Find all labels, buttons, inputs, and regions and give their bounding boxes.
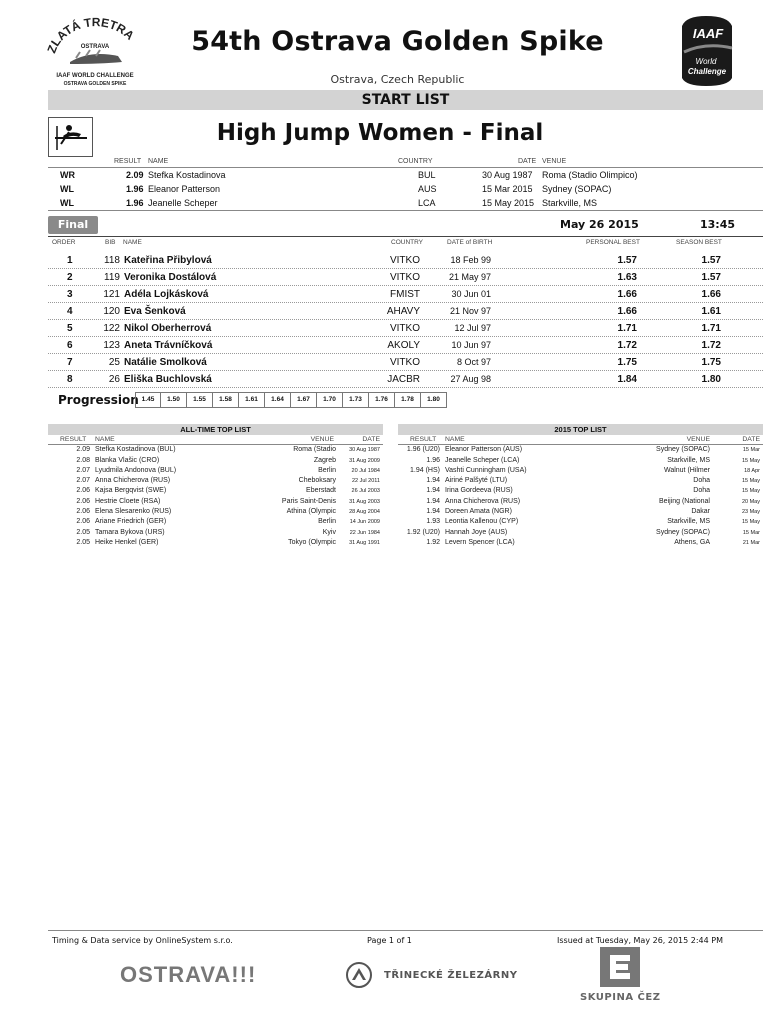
page-title: 54th Ostrava Golden Spike — [191, 26, 604, 57]
svg-text:IAAF: IAAF — [692, 26, 724, 41]
top-list-row — [48, 528, 383, 538]
top-list-date: 14 Jun 2009 — [349, 519, 380, 526]
record-country: BUL — [418, 170, 436, 180]
header-country: COUNTRY — [391, 239, 424, 246]
athlete-dob: 27 Aug 98 — [450, 374, 491, 384]
top-list-venue: Doha — [693, 487, 710, 495]
record-type: WL — [60, 198, 74, 208]
athlete-personal-best: 1.66 — [617, 289, 637, 300]
top-list-date: 15 May — [741, 478, 760, 485]
athlete-name: Natálie Smolková — [124, 357, 207, 368]
athlete-personal-best: 1.66 — [617, 306, 637, 317]
top-list-row — [398, 528, 763, 538]
top-list-result: 2.06 — [76, 518, 90, 526]
top-list-title: 2015 TOP LIST — [398, 424, 763, 435]
athlete-row — [48, 371, 763, 388]
athlete-dob: 21 May 97 — [448, 272, 491, 282]
record-result: 1.96 — [126, 184, 144, 194]
athlete-season-best: 1.61 — [701, 306, 721, 317]
top-list-date: 20 Jul 1984 — [351, 467, 380, 474]
record-row — [48, 196, 763, 210]
record-date: 15 May 2015 — [482, 198, 535, 208]
athlete-dob: 10 Jun 97 — [451, 340, 491, 350]
top-list-athlete: Vashti Cunningham (USA) — [445, 466, 527, 474]
athlete-name: Eliška Buchlovská — [124, 374, 212, 385]
athlete-name: Eva Šenková — [124, 306, 186, 317]
top-list-athlete: Eleanor Patterson (AUS) — [445, 446, 523, 454]
record-athlete: Stefka Kostadinova — [148, 170, 226, 180]
footer-timing-credit: Timing & Data service by OnlineSystem s.r.o. — [52, 936, 233, 945]
progression-height: 1.76 — [369, 392, 395, 408]
header-venue: VENUE — [686, 436, 710, 443]
top-list-date: 15 May — [741, 488, 760, 495]
footer-page-number: Page 1 of 1 — [367, 936, 412, 945]
top-list-athlete: Kajsa Bergqvist (SWE) — [95, 487, 167, 495]
svg-text:OSTRAVA: OSTRAVA — [80, 44, 110, 50]
top-list-athlete: Blanka Vlašic (CRO) — [95, 456, 160, 464]
top-list-row — [48, 476, 383, 486]
header-season-best: SEASON BEST — [676, 239, 722, 246]
top-list-row — [48, 497, 383, 507]
top-list-row — [398, 486, 763, 496]
top-list-venue: Berlin — [318, 518, 336, 526]
top-list-date: 23 May — [741, 509, 760, 516]
athlete-name: Adéla Lojkásková — [124, 289, 209, 300]
athlete-name: Veronika Dostálová — [124, 272, 217, 283]
top-list-venue: Roma (Stadio — [293, 446, 336, 454]
top-list-venue: Starkville, MS — [667, 456, 710, 464]
athlete-row — [48, 320, 763, 337]
record-venue: Starkville, MS — [542, 198, 598, 208]
top-list-result: 1.92 — [426, 538, 440, 546]
record-type: WR — [60, 170, 75, 180]
top-list-header — [398, 435, 763, 445]
top-list-date: 28 Aug 2004 — [349, 509, 380, 516]
season-top-list — [398, 424, 763, 548]
header-name: NAME — [445, 436, 465, 443]
event-date: May 26 2015 — [560, 218, 639, 231]
record-result: 2.09 — [126, 170, 144, 180]
top-list-result: 2.07 — [76, 477, 90, 485]
top-list-venue: Eberstadt — [306, 487, 336, 495]
top-list-date: 21 Mar — [742, 539, 760, 546]
event-title: High Jump Women - Final — [216, 120, 544, 146]
top-list-result: 1.94 — [426, 487, 440, 495]
athlete-personal-best: 1.71 — [617, 323, 637, 334]
athlete-bib: 122 — [103, 323, 120, 334]
top-list-result: 1.94 (HS) — [410, 466, 440, 474]
top-list-row — [48, 507, 383, 517]
top-list-venue: Athina (Olympic — [286, 508, 336, 516]
record-date: 30 Aug 1987 — [482, 170, 533, 180]
progression-label: Progression — [58, 393, 139, 407]
record-venue: Roma (Stadio Olimpico) — [542, 170, 638, 180]
top-list-result: 1.96 — [426, 456, 440, 464]
athlete-country: AKOLY — [387, 340, 420, 351]
header-result: RESULT — [410, 436, 437, 443]
progression-height: 1.78 — [395, 392, 421, 408]
athlete-personal-best: 1.84 — [617, 374, 637, 385]
svg-text:OSTRAVA GOLDEN SPIKE: OSTRAVA GOLDEN SPIKE — [63, 81, 127, 87]
athlete-personal-best: 1.72 — [617, 340, 637, 351]
top-list-date: 15 May — [741, 519, 760, 526]
athlete-country: FMIST — [390, 289, 420, 300]
records-header — [48, 158, 763, 168]
top-list-row — [48, 445, 383, 455]
top-list-result: 1.94 — [426, 477, 440, 485]
athlete-order: 7 — [67, 357, 73, 368]
record-country: LCA — [418, 198, 436, 208]
top-list-row — [398, 456, 763, 466]
progression-height: 1.55 — [187, 392, 213, 408]
athlete-season-best: 1.80 — [701, 374, 721, 385]
top-list-athlete: Anna Chicherova (RUS) — [445, 497, 521, 505]
top-list-row — [398, 497, 763, 507]
record-row — [48, 182, 763, 196]
start-list-table — [48, 252, 763, 388]
athlete-order: 5 — [67, 323, 73, 334]
top-list-result: 1.93 — [426, 518, 440, 526]
top-list-date: 31 Aug 2003 — [349, 498, 380, 505]
athlete-country: AHAVY — [386, 306, 420, 317]
progression-height: 1.50 — [161, 392, 187, 408]
athlete-dob: 21 Nov 97 — [449, 306, 491, 316]
record-athlete: Eleanor Patterson — [148, 184, 221, 194]
athlete-season-best: 1.66 — [701, 289, 721, 300]
event-location: Ostrava, Czech Republic — [330, 73, 465, 86]
top-list-venue: Dakar — [691, 508, 710, 516]
progression-height: 1.70 — [317, 392, 343, 408]
top-list-athlete: Stefka Kostadinova (BUL) — [95, 446, 176, 454]
athlete-country: VITKO — [389, 323, 420, 334]
records-table — [48, 158, 763, 210]
athlete-country: VITKO — [389, 272, 420, 283]
progression-height: 1.73 — [343, 392, 369, 408]
athlete-row — [48, 286, 763, 303]
athlete-bib: 120 — [103, 306, 120, 317]
top-list-venue: Kyiv — [322, 528, 336, 536]
top-list-venue: Starkville, MS — [667, 518, 710, 526]
top-list-row — [48, 486, 383, 496]
athlete-name: Aneta Trávníčková — [124, 340, 213, 351]
top-list-header — [48, 435, 383, 445]
top-list-result: 2.05 — [76, 528, 90, 536]
top-list-date: 22 Jul 2011 — [351, 478, 380, 485]
top-list-row — [398, 476, 763, 486]
top-list-row — [48, 538, 383, 548]
high-jump-icon — [48, 117, 93, 157]
record-venue: Sydney (SOPAC) — [542, 184, 612, 194]
top-list-venue: Tokyo (Olympic — [288, 538, 336, 546]
top-list-result: 1.94 — [426, 508, 440, 516]
header-name: NAME — [123, 239, 142, 246]
athlete-bib: 121 — [103, 289, 120, 300]
cez-logo-icon — [598, 945, 642, 989]
top-list-date: 30 Aug 1987 — [349, 447, 380, 454]
top-list-athlete: Doreen Amata (NGR) — [445, 508, 512, 516]
progression-heights — [135, 392, 447, 408]
athlete-personal-best: 1.63 — [617, 272, 637, 283]
header-date: DATE — [362, 436, 380, 443]
trinec-logo-icon — [344, 962, 374, 988]
top-list-row — [48, 517, 383, 527]
athlete-row — [48, 269, 763, 286]
athlete-order: 2 — [67, 272, 73, 283]
athlete-season-best: 1.72 — [701, 340, 721, 351]
top-list-athlete: Lyudmila Andonova (BUL) — [95, 466, 177, 474]
athlete-season-best: 1.57 — [701, 255, 721, 266]
divider — [48, 236, 763, 237]
top-list-athlete: Tamara Bykova (URS) — [95, 528, 165, 536]
top-list-venue: Zagreb — [313, 456, 336, 464]
top-list-venue: Berlin — [318, 466, 336, 474]
header-order: ORDER — [52, 239, 76, 246]
top-list-date: 18 Apr — [744, 467, 760, 474]
top-list-date: 15 Mar — [742, 529, 760, 536]
athlete-season-best: 1.57 — [701, 272, 721, 283]
top-list-row — [398, 466, 763, 476]
top-list-row — [398, 507, 763, 517]
top-list-date: 20 May — [741, 498, 760, 505]
top-list-date: 31 Aug 2009 — [349, 457, 380, 464]
top-list-athlete: Anna Chicherova (RUS) — [95, 477, 171, 485]
svg-text:ZLATÁ TRETRA: ZLATÁ TRETRA — [44, 15, 137, 56]
top-list-athlete: Leontia Kallenou (CYP) — [445, 518, 519, 526]
athlete-bib: 25 — [108, 357, 120, 368]
svg-text:Challenge: Challenge — [687, 67, 727, 76]
header-venue: VENUE — [310, 436, 334, 443]
event-time: 13:45 — [700, 218, 736, 231]
progression-height: 1.64 — [265, 392, 291, 408]
athlete-season-best: 1.71 — [701, 323, 721, 334]
top-list-venue: Beijing (National — [659, 497, 710, 505]
top-list-row — [398, 538, 763, 548]
top-list-athlete: Heike Henkel (GER) — [95, 538, 159, 546]
start-list-header — [48, 239, 763, 249]
top-list-result: 2.05 — [76, 538, 90, 546]
top-list-row — [398, 517, 763, 527]
top-list-row — [48, 466, 383, 476]
athlete-bib: 26 — [108, 374, 120, 385]
athlete-bib: 123 — [103, 340, 120, 351]
athlete-bib: 119 — [104, 272, 120, 283]
round-badge: Final — [48, 216, 98, 234]
top-list-date: 31 Aug 1991 — [349, 539, 380, 546]
top-list-venue: Sydney (SOPAC) — [656, 446, 710, 454]
top-list-result: 2.09 — [76, 446, 90, 454]
top-list-athlete: Levern Spencer (LCA) — [445, 538, 515, 546]
athlete-order: 4 — [67, 306, 73, 317]
athlete-row — [48, 252, 763, 269]
top-list-row — [48, 456, 383, 466]
athlete-name: Nikol Oberherrová — [124, 323, 212, 334]
top-list-result: 2.06 — [76, 497, 90, 505]
top-list-result: 2.08 — [76, 456, 90, 464]
top-list-date: 22 Jun 1984 — [349, 529, 380, 536]
top-list-athlete: Jeanelle Scheper (LCA) — [445, 456, 520, 464]
athlete-row — [48, 303, 763, 320]
progression-height: 1.80 — [421, 392, 447, 408]
footer-issued-at: Issued at Tuesday, May 26, 2015 2:44 PM — [557, 936, 724, 945]
top-list-date: 26 Jul 2003 — [351, 488, 380, 495]
top-list-venue: Cheboksary — [298, 477, 336, 485]
record-date: 15 Mar 2015 — [482, 184, 533, 194]
athlete-dob: 30 Jun 01 — [451, 289, 491, 299]
top-list-date: 15 May — [741, 457, 760, 464]
top-list-venue: Paris Saint-Denis — [281, 497, 336, 505]
top-list-title: ALL-TIME TOP LIST — [48, 424, 383, 435]
golden-spike-logo — [40, 12, 150, 92]
top-list-athlete: Ariane Friedrich (GER) — [95, 518, 167, 526]
top-list-row — [398, 445, 763, 455]
record-type: WL — [60, 184, 74, 194]
athlete-country: JACBR — [387, 374, 420, 385]
iaaf-world-challenge-logo — [676, 12, 738, 90]
header-result: RESULT — [60, 436, 87, 443]
athlete-season-best: 1.75 — [701, 357, 721, 368]
athlete-personal-best: 1.75 — [617, 357, 637, 368]
header-bib: BIB — [105, 239, 116, 246]
top-list-result: 1.96 (U20) — [406, 446, 440, 454]
svg-text:World: World — [695, 57, 717, 66]
progression-height: 1.45 — [135, 392, 161, 408]
top-list-result: 2.06 — [76, 487, 90, 495]
record-athlete: Jeanelle Scheper — [148, 198, 218, 208]
top-list-athlete: Airiné Palšyté (LTU) — [445, 477, 508, 485]
header-country: COUNTRY — [398, 158, 433, 165]
header-venue: VENUE — [542, 158, 567, 165]
cez-sponsor-name: SKUPINA ČEZ — [580, 992, 661, 1003]
svg-text:IAAF WORLD CHALLENGE: IAAF WORLD CHALLENGE — [56, 73, 134, 79]
top-list-result: 1.92 (U20) — [406, 528, 440, 536]
all-time-top-list — [48, 424, 383, 548]
athlete-order: 3 — [67, 289, 73, 300]
progression-height: 1.67 — [291, 392, 317, 408]
top-list-result: 2.07 — [76, 466, 90, 474]
athlete-personal-best: 1.57 — [617, 255, 637, 266]
header-dob: DATE of BIRTH — [447, 239, 493, 246]
top-list-result: 2.06 — [76, 508, 90, 516]
top-list-athlete: Hestrie Cloete (RSA) — [95, 497, 161, 505]
top-list-venue: Doha — [693, 477, 710, 485]
top-list-date: 15 Mar — [742, 447, 760, 454]
header-name: NAME — [148, 158, 169, 165]
header-personal-best: PERSONAL BEST — [586, 239, 640, 246]
header-date: DATE — [742, 436, 760, 443]
athlete-order: 8 — [67, 374, 73, 385]
trinec-sponsor-name: TŘINECKÉ ŽELEZÁRNY — [384, 970, 518, 981]
top-list-athlete: Elena Slesarenko (RUS) — [95, 508, 172, 516]
header-result: RESULT — [114, 158, 142, 165]
athlete-dob: 18 Feb 99 — [450, 255, 491, 265]
top-list-athlete: Hannah Joye (AUS) — [445, 528, 508, 536]
record-result: 1.96 — [126, 198, 144, 208]
start-list-banner: START LIST — [48, 90, 763, 110]
athlete-country: VITKO — [389, 357, 420, 368]
athlete-country: VITKO — [389, 255, 420, 266]
record-country: AUS — [418, 184, 437, 194]
top-list-venue: Sydney (SOPAC) — [656, 528, 710, 536]
header-date: DATE — [518, 158, 537, 165]
progression-height: 1.58 — [213, 392, 239, 408]
divider — [48, 930, 763, 931]
athlete-order: 6 — [67, 340, 73, 351]
athlete-order: 1 — [67, 255, 73, 266]
header-name: NAME — [95, 436, 115, 443]
ostrava-sponsor-logo: OSTRAVA!!! — [120, 962, 257, 987]
top-list-venue: Walnut (Hilmer — [663, 466, 710, 474]
divider — [48, 210, 763, 211]
athlete-name: Kateřina Přibylová — [124, 255, 212, 266]
record-row — [48, 168, 763, 182]
top-list-athlete: Irina Gordeeva (RUS) — [445, 487, 513, 495]
athlete-dob: 8 Oct 97 — [456, 357, 491, 367]
athlete-dob: 12 Jul 97 — [454, 323, 491, 333]
top-list-venue: Athens, GA — [674, 538, 710, 546]
athlete-bib: 118 — [104, 255, 120, 266]
athlete-row — [48, 354, 763, 371]
athlete-row — [48, 337, 763, 354]
progression-height: 1.61 — [239, 392, 265, 408]
top-list-result: 1.94 — [426, 497, 440, 505]
